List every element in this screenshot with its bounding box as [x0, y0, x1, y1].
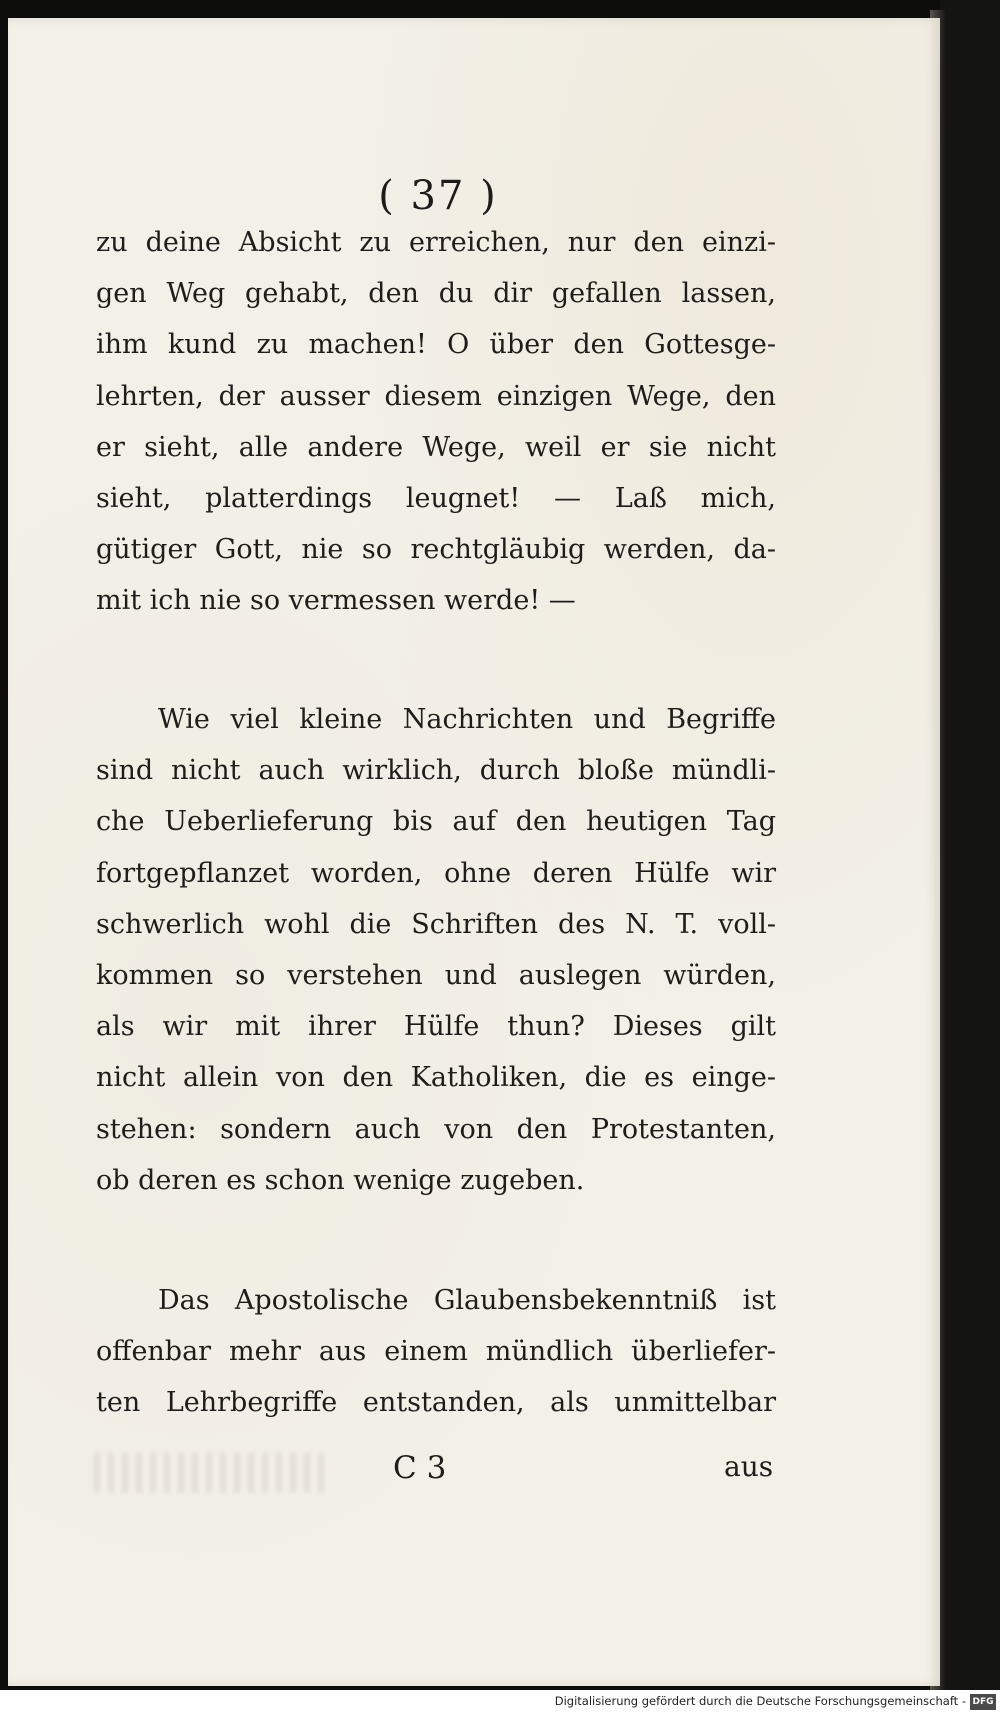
text-line: lehrten, der ausser diesem einzigen Wege, den [96, 380, 776, 412]
text-line: Wie viel kleine Nachrichten und Begriffe [158, 704, 776, 735]
text-line: offenbar mehr aus einem mündlich überliefer- [96, 1336, 776, 1368]
text-line: gen Weg gehabt, den du dir gefallen lassen, [96, 278, 776, 310]
text-line: sieht, platterdings leugnet! — Laß mich, [96, 482, 776, 514]
text-line: kommen so verstehen und auslegen würden, [96, 959, 776, 991]
text-line: er sieht, alle andere Wege, weil er sie nicht [96, 431, 776, 463]
paragraph-3 [96, 1275, 776, 1429]
text-line: ob deren es schon wenige zugeben. [96, 1164, 585, 1196]
text-line: Das Apostolische Glaubensbekenntniß ist [158, 1285, 776, 1316]
text-line: zu deine Absicht zu erreichen, nur den einzi- [96, 227, 776, 258]
signature-mark: C 3 [393, 1450, 447, 1486]
dfg-logo: DFG [970, 1694, 996, 1710]
paragraph-1 [96, 217, 776, 627]
credit-bar [0, 1690, 1000, 1715]
paragraph-2 [96, 694, 776, 1206]
show-through-ink [94, 1453, 324, 1493]
book-page [8, 18, 940, 1686]
text-line: ihm kund zu machen! O über den Gottesge- [96, 329, 776, 361]
text-line: che Ueberlieferung bis auf den heutigen Tag [96, 806, 776, 838]
text-line: als wir mit ihrer Hülfe thun? Dieses gilt [96, 1011, 776, 1043]
text-line: schwerlich wohl die Schriften des N. T. voll- [96, 908, 776, 940]
scan-background [940, 0, 1000, 1690]
text-line: gütiger Gott, nie so rechtgläubig werden, da- [96, 534, 776, 566]
catchword: aus [724, 1450, 774, 1483]
page-number: ( 37 ) [378, 173, 498, 219]
text-line: sind nicht auch wirklich, durch bloße mündli- [96, 755, 776, 787]
credit-text: Digitalisierung gefördert durch die Deutsche Forschungsgemeinschaft - [554, 1694, 966, 1708]
text-line: stehen: sondern auch von den Protestanten, [96, 1113, 776, 1145]
text-line: fortgepflanzet worden, ohne deren Hülfe wir [96, 857, 776, 889]
text-line: ten Lehrbegriffe entstanden, als unmittelbar [96, 1387, 776, 1419]
text-line: mit ich nie so vermessen werde! — [96, 585, 576, 617]
text-line: nicht allein von den Katholiken, die es einge- [96, 1062, 776, 1094]
